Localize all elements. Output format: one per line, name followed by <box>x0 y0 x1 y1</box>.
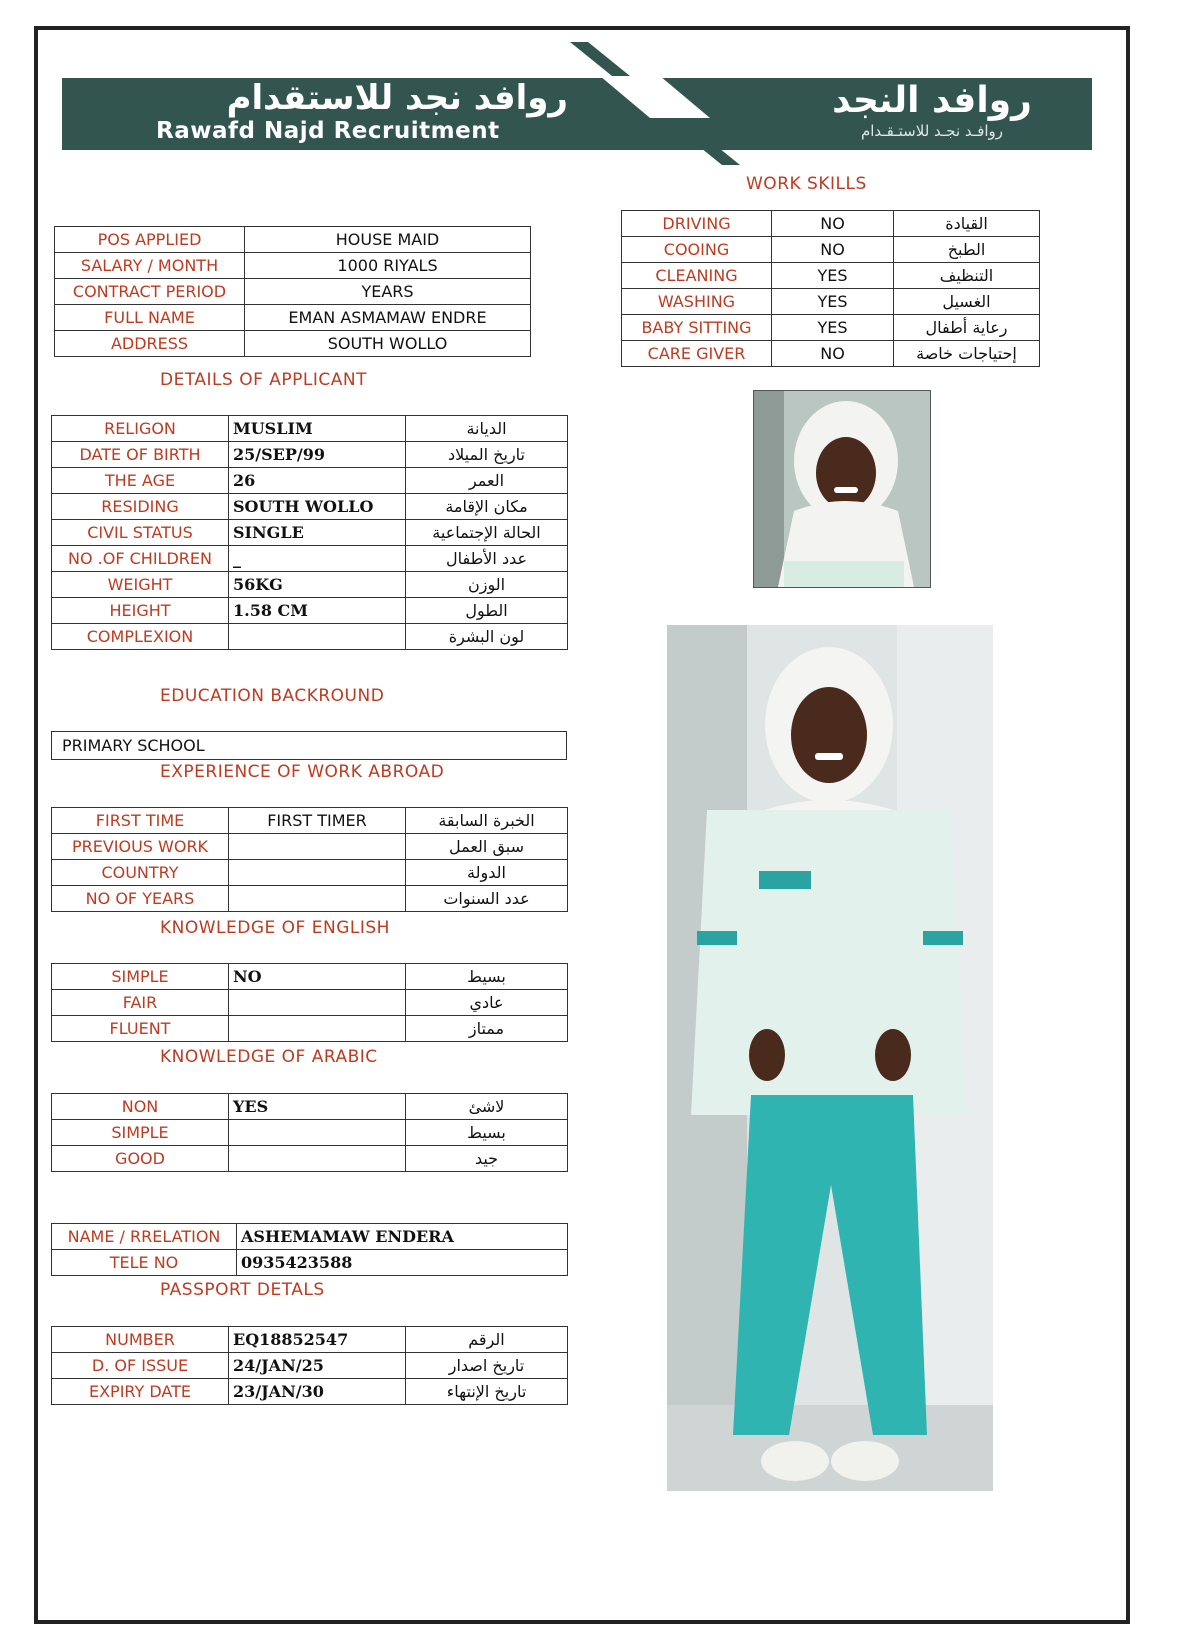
table-row <box>55 305 531 331</box>
row-label-arabic: رعاية أطفال <box>894 315 1040 341</box>
row-label: FIRST TIME <box>52 808 229 834</box>
row-value: SOUTH WOLLO <box>245 331 531 357</box>
row-value: 26 <box>229 468 406 494</box>
row-label-arabic: إحتياجات خاصة <box>894 341 1040 367</box>
table-row <box>52 1250 568 1276</box>
table-row <box>52 598 568 624</box>
row-label-arabic: لاشئ <box>406 1094 568 1120</box>
table-row <box>622 289 1040 315</box>
row-label: THE AGE <box>52 468 229 494</box>
row-value: YEARS <box>245 279 531 305</box>
company-name-arabic: روافد نجد للاستقدام <box>226 78 568 118</box>
row-value <box>229 624 406 650</box>
row-label: COUNTRY <box>52 860 229 886</box>
row-label: COOING <box>622 237 772 263</box>
row-value: SOUTH WOLLO <box>229 494 406 520</box>
company-logo <box>812 78 1052 150</box>
table-row <box>52 1327 568 1353</box>
table-row <box>55 331 531 357</box>
row-label-arabic: تاريخ الميلاد <box>406 442 568 468</box>
banner-diagonal-stripe <box>560 40 760 170</box>
experience-title: EXPERIENCE OF WORK ABROAD <box>160 762 445 782</box>
row-label-arabic: العمر <box>406 468 568 494</box>
work-skills-title: WORK SKILLS <box>746 174 867 194</box>
english-title: KNOWLEDGE OF ENGLISH <box>160 918 390 938</box>
table-row <box>52 416 568 442</box>
table-row <box>52 990 568 1016</box>
row-label-arabic: القيادة <box>894 211 1040 237</box>
row-label: TELE NO <box>52 1250 237 1276</box>
row-label: RELIGON <box>52 416 229 442</box>
row-value: NO <box>772 211 894 237</box>
row-label-arabic: الوزن <box>406 572 568 598</box>
row-label: COMPLEXION <box>52 624 229 650</box>
row-label-arabic: الغسيل <box>894 289 1040 315</box>
row-label-arabic: مكان الإقامة <box>406 494 568 520</box>
row-label: FLUENT <box>52 1016 229 1042</box>
row-value: YES <box>772 289 894 315</box>
row-value: HOUSE MAID <box>245 227 531 253</box>
row-label-arabic: الديانة <box>406 416 568 442</box>
row-label: FAIR <box>52 990 229 1016</box>
row-label: NUMBER <box>52 1327 229 1353</box>
row-value: SINGLE <box>229 520 406 546</box>
table-row <box>52 964 568 990</box>
row-label-arabic: الحالة الإجتماعية <box>406 520 568 546</box>
row-value: 0935423588 <box>237 1250 568 1276</box>
row-value: ASHEMAMAW ENDERA <box>237 1224 568 1250</box>
table-row <box>52 1379 568 1405</box>
row-label-arabic: سبق العمل <box>406 834 568 860</box>
row-label: CONTRACT PERIOD <box>55 279 245 305</box>
table-row <box>622 341 1040 367</box>
table-row <box>622 263 1040 289</box>
row-label: RESIDING <box>52 494 229 520</box>
row-value: NO <box>772 341 894 367</box>
row-label: SIMPLE <box>52 964 229 990</box>
row-label: CARE GIVER <box>622 341 772 367</box>
row-value: 23/JAN/30 <box>229 1379 406 1405</box>
arabic-table <box>51 1093 568 1172</box>
row-value: 24/JAN/25 <box>229 1353 406 1379</box>
table-row <box>52 834 568 860</box>
row-value: EQ18852547 <box>229 1327 406 1353</box>
row-label-arabic: بسيط <box>406 1120 568 1146</box>
row-label: NO .OF CHILDREN <box>52 546 229 572</box>
row-label: NO OF YEARS <box>52 886 229 912</box>
row-label: NAME / RRELATION <box>52 1224 237 1250</box>
row-label-arabic: التنظيف <box>894 263 1040 289</box>
row-label: HEIGHT <box>52 598 229 624</box>
row-label-arabic: عدد الأطفال <box>406 546 568 572</box>
row-value: 1.58 CM <box>229 598 406 624</box>
row-label: SIMPLE <box>52 1120 229 1146</box>
row-label: D. OF ISSUE <box>52 1353 229 1379</box>
row-label-arabic: عدد السنوات <box>406 886 568 912</box>
table-row <box>52 1094 568 1120</box>
table-row <box>55 253 531 279</box>
row-label: FULL NAME <box>55 305 245 331</box>
work-skills-table <box>621 210 1040 367</box>
table-row <box>52 1120 568 1146</box>
row-value: 56KG <box>229 572 406 598</box>
row-label: POS APPLIED <box>55 227 245 253</box>
table-row <box>52 572 568 598</box>
row-value: FIRST TIMER <box>229 808 406 834</box>
arabic-title: KNOWLEDGE OF ARABIC <box>160 1047 378 1067</box>
table-row <box>52 494 568 520</box>
row-label: CLEANING <box>622 263 772 289</box>
education-value: PRIMARY SCHOOL <box>51 731 567 760</box>
row-label: ADDRESS <box>55 331 245 357</box>
applicant-details-title: DETAILS OF APPLICANT <box>160 370 367 390</box>
row-label-arabic: تاريخ اصدار <box>406 1353 568 1379</box>
table-row <box>52 1146 568 1172</box>
table-row <box>52 1353 568 1379</box>
row-value <box>229 834 406 860</box>
table-row <box>52 442 568 468</box>
contact-table <box>51 1223 568 1276</box>
row-value: NO <box>229 964 406 990</box>
row-label: DRIVING <box>622 211 772 237</box>
company-name-english: Rawafd Najd Recruitment <box>156 118 500 144</box>
table-row <box>52 860 568 886</box>
row-value <box>229 886 406 912</box>
row-value: 25/SEP/99 <box>229 442 406 468</box>
logo-subtitle: روافـد نجـد للاستـقـدام <box>860 122 1004 140</box>
row-label: GOOD <box>52 1146 229 1172</box>
row-label-arabic: لون البشرة <box>406 624 568 650</box>
table-row <box>52 1016 568 1042</box>
row-value <box>229 860 406 886</box>
row-label: WASHING <box>622 289 772 315</box>
row-value <box>229 1120 406 1146</box>
passport-title: PASSPORT DETALS <box>160 1280 325 1300</box>
row-label-arabic: عادي <box>406 990 568 1016</box>
row-value <box>229 990 406 1016</box>
row-label: PREVIOUS WORK <box>52 834 229 860</box>
table-row <box>52 624 568 650</box>
row-label-arabic: الطبخ <box>894 237 1040 263</box>
table-row <box>55 227 531 253</box>
table-row <box>52 520 568 546</box>
english-table <box>51 963 568 1042</box>
row-label-arabic: الدولة <box>406 860 568 886</box>
row-value: 1000 RIYALS <box>245 253 531 279</box>
row-label-arabic: الرقم <box>406 1327 568 1353</box>
row-label: SALARY / MONTH <box>55 253 245 279</box>
table-row <box>52 546 568 572</box>
position-table <box>54 226 531 357</box>
table-row <box>52 808 568 834</box>
row-label-arabic: بسيط <box>406 964 568 990</box>
row-value: MUSLIM <box>229 416 406 442</box>
headshot-photo <box>753 390 931 588</box>
table-row <box>52 468 568 494</box>
row-value: YES <box>772 315 894 341</box>
row-label-arabic: ممتاز <box>406 1016 568 1042</box>
logo-arabic-text: روافد النجد <box>832 80 1032 121</box>
row-value <box>229 1016 406 1042</box>
row-label: DATE OF BIRTH <box>52 442 229 468</box>
education-title: EDUCATION BACKROUND <box>160 686 385 706</box>
row-value: NO <box>772 237 894 263</box>
row-label: NON <box>52 1094 229 1120</box>
row-label: BABY SITTING <box>622 315 772 341</box>
row-value: YES <box>772 263 894 289</box>
row-label-arabic: تاريخ الإنتهاء <box>406 1379 568 1405</box>
row-label: CIVIL STATUS <box>52 520 229 546</box>
row-value: YES <box>229 1094 406 1120</box>
row-value <box>229 1146 406 1172</box>
full-body-photo <box>667 625 993 1491</box>
row-value: _ <box>229 546 406 572</box>
table-row <box>55 279 531 305</box>
table-row <box>622 211 1040 237</box>
table-row <box>52 1224 568 1250</box>
experience-table <box>51 807 568 912</box>
table-row <box>622 315 1040 341</box>
row-label: EXPIRY DATE <box>52 1379 229 1405</box>
passport-table <box>51 1326 568 1405</box>
row-value: EMAN ASMAMAW ENDRE <box>245 305 531 331</box>
applicant-details-table <box>51 415 568 650</box>
row-label-arabic: جيد <box>406 1146 568 1172</box>
row-label-arabic: الخبرة السابقة <box>406 808 568 834</box>
table-row <box>52 886 568 912</box>
row-label: WEIGHT <box>52 572 229 598</box>
row-label-arabic: الطول <box>406 598 568 624</box>
table-row <box>622 237 1040 263</box>
